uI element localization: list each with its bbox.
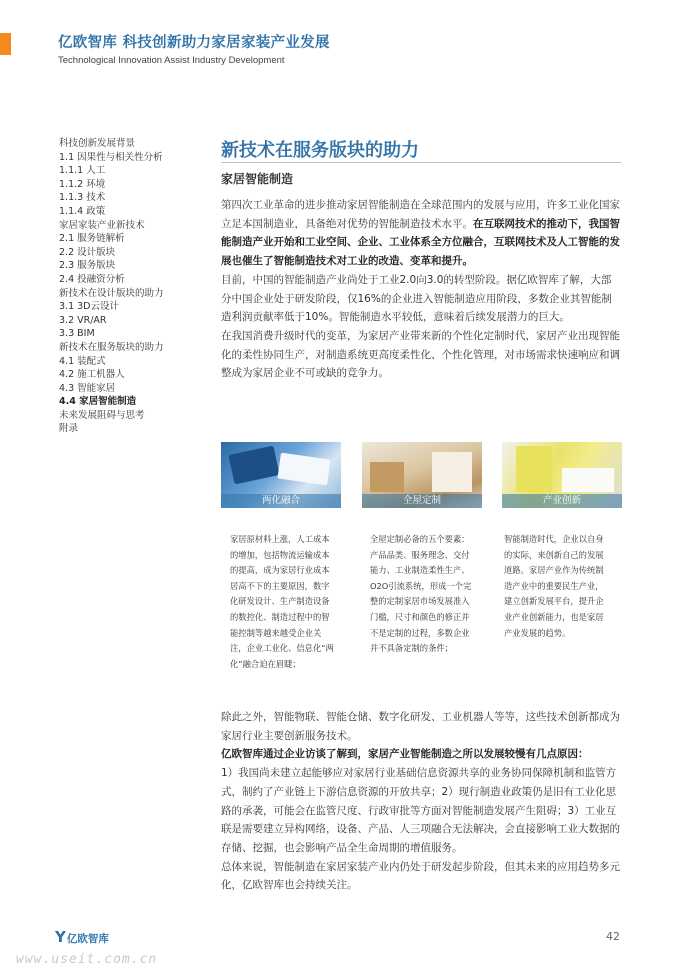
paragraph-6: 1）我国尚未建立起能够应对家居行业基础信息资源共享的业务协同保障机制和监管方式，制约了产业链上下游信息资源的开放共享；2）现行制造业政策仍是旧有工业化思路的承袭，可能会在监管尺度、行政审批等方面对智能制造发展产生阻碍；3）工业互联是需要建立异构网络，设备、产品、人三项融合无法解决，会直接影响工业大数据的存储、挖掘，也会影响产品全生命周期的增值服务。 [221,767,620,854]
toc-item[interactable]: 2.3 服务版块 [59,260,116,272]
paragraph-1-emphasis: 在互联网技术的推动下，我国智能制造产业开始和工业空间、企业、工业体系全方位融合，互联网技术及人工智能的发展也催生了智能制造技术对工业的改造、变革和提升。 [221,217,620,268]
toc-item[interactable]: 1.1.1 人工 [59,165,106,177]
watermark: www.useit.com.cn [16,952,158,967]
toc-item[interactable]: 2.1 服务链解析 [59,233,125,245]
paragraph-3: 在我国消费升级时代的变革，为家居产业带来新的个性化定制时代，家居产业出现智能化的柔性协同生产，对制造系统更高度柔性化、个性化管理，对市场需求快速响应和调整成为家居企业不可或缺的竞争力。 [221,329,620,380]
toc-item[interactable]: 未来发展阻碍与思考 [59,409,145,421]
paragraph-1: 第四次工业革命的进步推动家居智能制造在全球范围内的发展与应用，许多工业化国家立足本国制造业，具备绝对优势的智能制造技术水平。在互联网技术的推动下，我国智能制造产业开始和工业空间、企业、工业体系全方位融合，互联网技术及人工智能的发展也催生了智能制造技术对工业的改造、变革和提升。 [221,199,620,268]
photo-whole-house-customization [362,442,482,508]
report-title: 亿欧智库 科技创新助力家居家装产业发展 [58,35,330,51]
report-subtitle: Technological Innovation Assist Industry Development [58,55,285,66]
page-number: 42 [606,930,620,943]
toc-item[interactable]: 1.1.3 技术 [59,192,106,204]
section-divider [221,162,621,163]
toc-item[interactable]: 3.1 3D云设计 [59,301,119,313]
toc-item[interactable]: 家居家装产业新技术 [59,219,145,231]
footer-logo: Y亿欧智库 [55,928,109,946]
toc-item[interactable]: 2.4 投融资分析 [59,273,125,285]
photo-caption: 产业创新 [502,494,622,508]
toc-item[interactable]: 4.3 智能家居 [59,382,116,394]
section-title: 新技术在服务版块的助力 [221,140,419,161]
card-text-whole-house-customization: 全屋定制必备的五个要素：产品品类、服务理念、交付能力、工业制造柔性生产、O2O引流系统，形成一个完整的定制家居市场发展准入门槛，尺寸和颜色的修正并不是定制的过程，多数企业并不具备定制的条件； [370,534,472,654]
toc-item[interactable]: 1.1.4 政策 [59,205,106,217]
toc-item[interactable]: 新技术在服务版块的助力 [59,341,164,353]
body-text-bottom [221,708,621,895]
photo-industry-innovation [502,442,622,508]
section-subtitle: 家居智能制造 [221,172,294,186]
toc-item[interactable]: 1.1.2 环境 [59,178,106,190]
card-text-industry-innovation: 智能制造时代，企业以自身的实际，来创新自己的发展道路。家居产业作为传统制造产业中的重要民生产业，建立创新发展平台，提升企业产业创新能力，也是家居产业发展的趋势。 [504,534,604,638]
toc-item[interactable]: 4.1 装配式 [59,355,106,367]
photo-two-integration [221,442,341,508]
toc-item[interactable]: 4.2 施工机器人 [59,369,125,381]
logo-mark-icon: Y [55,928,66,946]
toc-item[interactable]: 3.2 VR/AR [59,314,107,326]
paragraph-4: 除此之外，智能物联、智能仓储、数字化研发、工业机器人等等，这些技术创新都成为家居行业主要创新服务技术。 [221,711,620,742]
toc-item[interactable]: 科技创新发展背景 [59,138,136,149]
toc-item[interactable]: 4.4 家居智能制造 [59,396,137,408]
toc-item[interactable]: 新技术在设计版块的助力 [59,287,164,299]
toc-item[interactable]: 3.3 BIM [59,328,95,340]
paragraph-5-emphasis: 亿欧智库通过企业访谈了解到，家居产业智能制造之所以发展较慢有几点原因： [221,748,589,761]
toc-item[interactable]: 附录 [59,423,79,435]
paragraph-5 [221,745,621,764]
paragraph-2: 目前，中国的智能制造产业尚处于工业2.0向3.0的转型阶段。据亿欧智库了解，大部分中国企业处于研发阶段，仅16%的企业进入智能制造应用阶段，多数企业其智能制造利润贡献率低于10%。智能制造水平较低，意味着后续发展潜力的巨大。 [221,273,612,324]
header-accent-bar [0,33,11,55]
table-of-contents [59,137,209,436]
body-text-top [221,196,621,383]
toc-item[interactable]: 1.1 因果性与相关性分析 [59,151,163,163]
photo-caption: 两化融合 [221,494,341,508]
toc-item[interactable]: 2.2 设计版块 [59,246,116,258]
photo-caption: 全屋定制 [362,494,482,508]
paragraph-7: 总体来说，智能制造在家居家装产业内仍处于研发起步阶段，但其未来的应用趋势多元化，亿欧智库也会持续关注。 [221,860,620,892]
card-text-two-integration: 家居原材料上涨，人工成本的增加，包括物流运输成本的提高，成为家居行业成本居高不下的主要原因，数字化研发设计、生产制造设备的数控化、制造过程中的智能控制等越来越受企业关注，企业工业化、信息化“两化”融合迫在眉睫； [230,534,334,669]
